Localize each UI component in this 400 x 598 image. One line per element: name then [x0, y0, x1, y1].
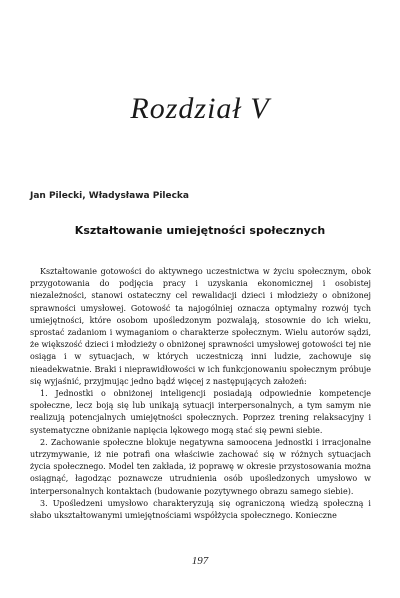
paragraph-intro: Kształtowanie gotowości do aktywnego uczestnictwa w życiu społecznym, obok przygotowania do podjęcia pracy i uzyskania ekonomicznej i osobistej niezależności, stanowi ostateczny cel rewalidacji dzieci i młodzieży o obniżonej sprawności umysłowej. Gotowość ta najogólniej oznacza optymalny rozwój tych umiejętności, które osobom upośledzonym pozwalają, stosownie do ich wieku, sprostać zadaniom i wymaganiom o charakterze społecznym. Wielu autorów sądzi, że większość dzieci i młodzieży o obniżonej sprawności umysłowej gotowości tej nie osiąga i w sytuacjach, w których uczestniczą inni ludzie, zachowuje się nieadekwatnie. Braki i nieprawidłowości w ich funkcjonowaniu społecznym próbuje się wyjaśnić, przyjmując jedno bądź więcej z następujących założeń:: [30, 267, 371, 386]
authors: Jan Pilecki, Władysława Pilecka: [30, 191, 189, 201]
body-text: [30, 266, 371, 522]
paragraph-assumption-1: 1. Jednostki o obniżonej inteligencji posiadają odpowiednie kompetencje społeczne, lecz boją się lub unikają sytuacji interpersonalnych, a tym samym nie realizują potencjalnych umiejętności społecznych. Poprzez trening relaksacyjny i systematyczne obniżanie napięcia lękowego mogą stać się pewni siebie.: [30, 389, 371, 435]
paragraph-assumption-3: 3. Upośledzeni umysłowo charakteryzują się ograniczoną wiedzą społeczną i słabo ukształtowanymi umiejętnościami współżycia społecznego. Konieczne: [30, 498, 371, 521]
paragraph-assumption-2: 2. Zachowanie społeczne blokuje negatywna samoocena jednostki i irracjonalne utrzymywanie, iż nie potrafi ona właściwie zachować się w różnych sytuacjach życia społecznego. Model ten zakłada, iż poprawę w okresie przystosowania można osiągnąć, łagodząc poznawcze utrudnienia osób upośledzonych umysłowo w interpersonalnych kontaktach (budowanie pozytywnego obrazu samego siebie).: [30, 437, 371, 496]
chapter-title: Rozdział V: [130, 92, 270, 125]
article-title: Kształtowanie umiejętności społecznych: [74, 224, 326, 237]
page-number: 197: [191, 555, 209, 567]
